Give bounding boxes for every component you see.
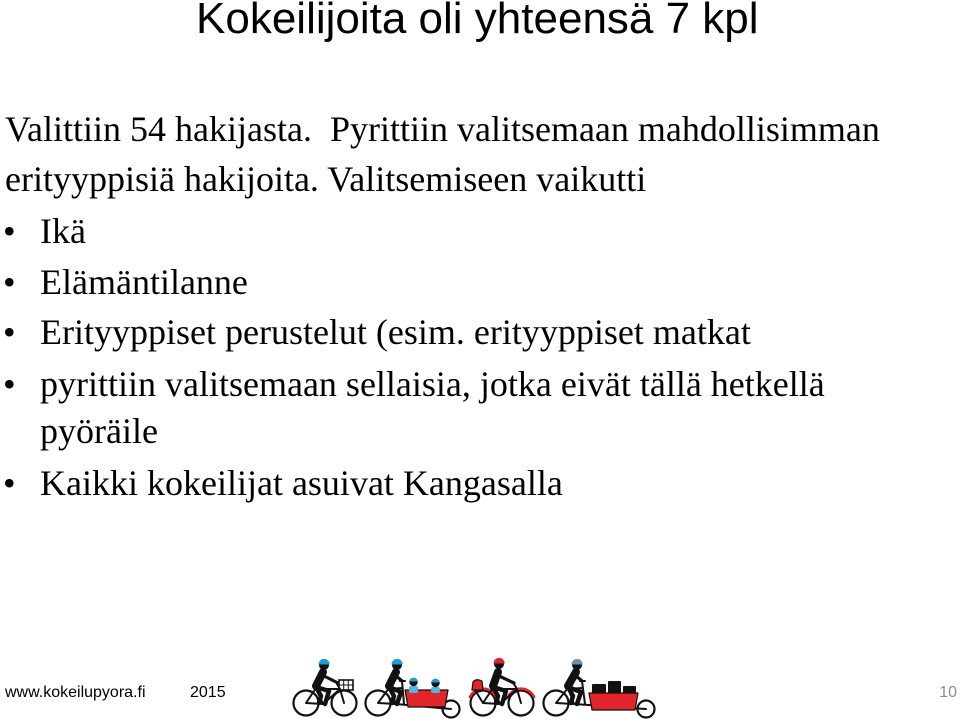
bullet-marker: • [3,312,16,352]
bullet-text: Kaikki kokeilijat asuivat Kangasalla [40,463,563,503]
cargo-box [589,693,638,710]
intro-line-2: erityyppisiä hakijoita. Valitsemiseen vaikutti [5,159,647,199]
front-basket [339,680,353,690]
footer-year: 2015 [190,684,226,701]
rider-arm [322,675,338,683]
luggage-bag [608,681,621,693]
cargo-bike-with-children-image [366,659,460,718]
bullet-marker: • [3,211,16,251]
child-body [409,686,418,693]
footer-website: www.kokeilupyora.fi [5,684,146,701]
child-seat [472,680,483,690]
cargo-bike-with-luggage-image [544,659,655,718]
cyclist-with-basket-image [294,659,357,716]
helmet [572,659,583,665]
cyclist-with-child-seat-image [470,658,534,716]
slide-title: Kokeilijoita oli yhteensä 7 kpl [196,0,759,43]
bullet-marker: • [3,262,16,302]
helmet [392,659,403,665]
bullet-marker: • [3,463,16,503]
bullet-text: Ikä [40,211,86,251]
intro-line-1: Valittiin 54 hakijasta. Pyrittiin valitsemaan mahdollisimman [5,109,880,149]
helmet [319,659,330,665]
luggage [592,681,636,693]
helmet [494,658,505,664]
page-number: 10 [939,684,957,701]
luggage-bag [623,686,636,693]
rider-arm [575,675,582,681]
basket-weave [339,680,353,690]
child-hat [409,678,418,682]
bullet-marker: • [3,364,16,404]
luggage-bag [592,684,606,693]
child-hat [431,679,440,683]
bullet-text: pyrittiin valitsemaan sellaisia, jotka eivät tällä hetkellä [40,364,825,404]
bullet-text: Erityyppiset perustelut (esim. erityyppiset matkat [40,312,751,352]
child-body [431,687,440,693]
bullet-text: Elämäntilanne [40,262,248,302]
cyclists-illustration [285,652,665,719]
bullet-text-continued: pyöräile [40,411,158,451]
